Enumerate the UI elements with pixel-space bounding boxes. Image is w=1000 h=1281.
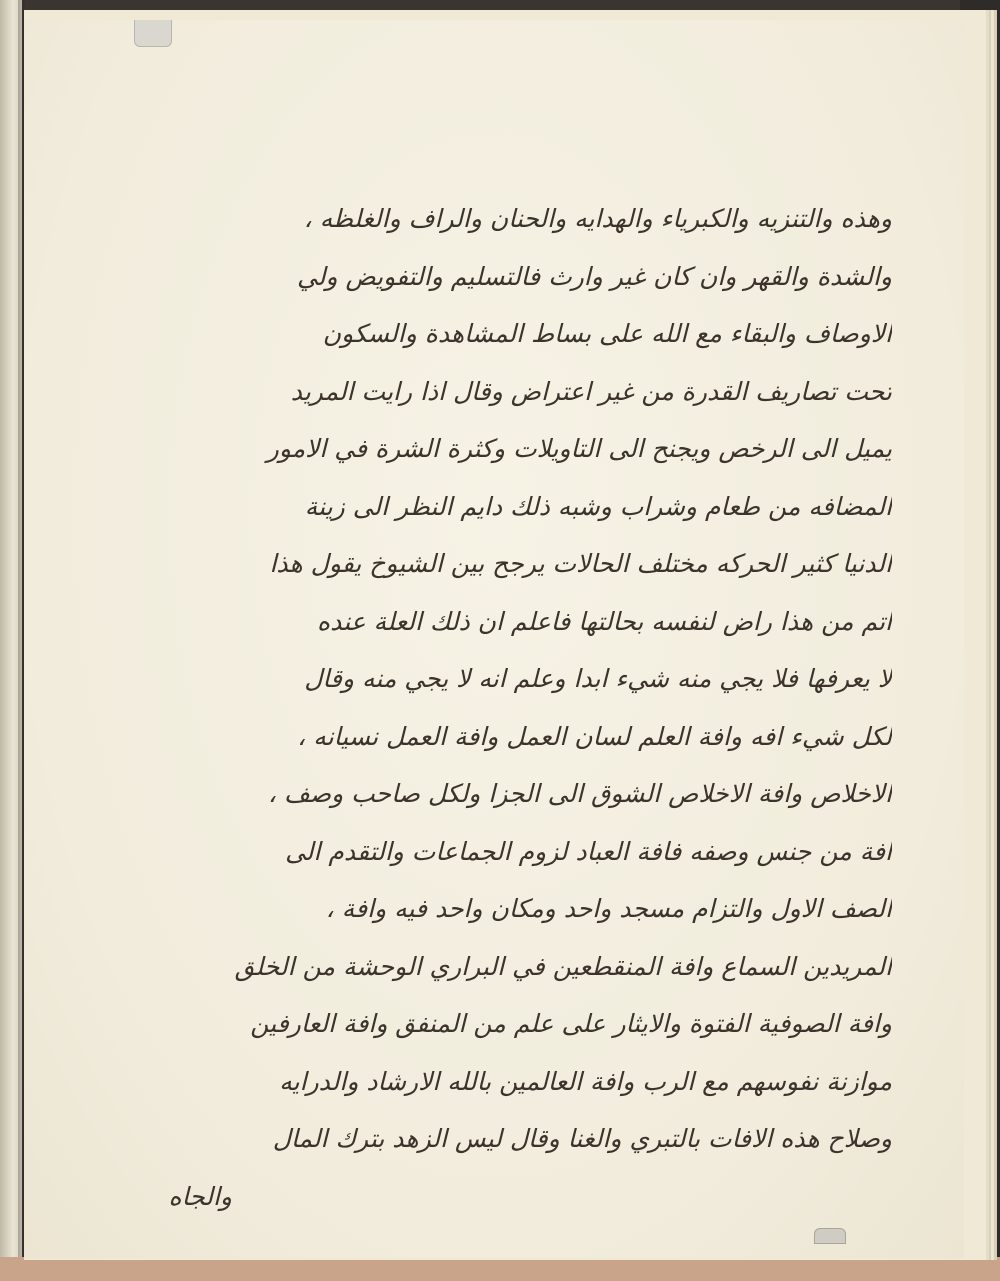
text-line: الصف الاول والتزام مسجد واحد ومكان واحد فيه وافة ، [325,894,892,923]
manuscript-page [24,20,964,1258]
text-line: الدنيا كثير الحركه مختلف الحالات يرجح بين الشيوخ يقول هذا [269,549,892,578]
text-line: وافة الصوفية الفتوة والايثار على علم من المنفق وافة العارفين [250,1009,892,1038]
background-bottom [0,1257,1000,1281]
text-line: المريدين السماع وافة المنقطعين في البراري الوحشة من الخلق [234,951,892,981]
text-line: المضافه من طعام وشراب وشبه ذلك دايم النظر الى زينة [304,491,892,521]
text-line-final: والجاه [168,1181,232,1211]
text-line: الاوصاف والبقاء مع الله على بساط المشاهدة والسكون [322,319,892,348]
manuscript-text-block [112,190,892,1225]
bottom-clip-tab [814,1228,846,1244]
text-line: تحت تصاريف القدرة من غير اعتراض وقال اذا رايت المريد [290,376,892,406]
text-line: والشدة والقهر وان كان غير وارث فالتسليم والتفويض ولي [297,261,892,291]
text-line: افة من جنس وصفه فافة العباد لزوم الجماعات والتقدم الى [285,836,892,866]
text-line: يميل الى الرخص ويجنح الى التاويلات وكثرة الشرة في الامور [266,434,892,463]
text-line: لا يعرفها فلا يجي منه شيء ابدا وعلم انه لا يجي منه وقال [304,664,892,693]
top-clip-tab [134,20,172,47]
text-line: الاخلاص وافة الاخلاص الشوق الى الجزا ولكل صاحب وصف ، [267,779,892,808]
text-line: وصلاح هذه الافات بالتبري والغنا وقال ليس الزهد بترك المال [272,1124,892,1153]
text-line: موازنة نفوسهم مع الرب وافة العالمين بالله الارشاد والدرايه [279,1066,892,1096]
text-line: لكل شيء افه وافة العلم لسان العمل وافة العمل نسيانه ، [297,721,892,751]
text-line: وهذه والتنزيه والكبرياء والهدايه والحنان والراف والغلظه ، [303,204,892,233]
text-line: اتم من هذا راض لنفسه بحالتها فاعلم ان ذلك العلة عنده [317,606,892,636]
